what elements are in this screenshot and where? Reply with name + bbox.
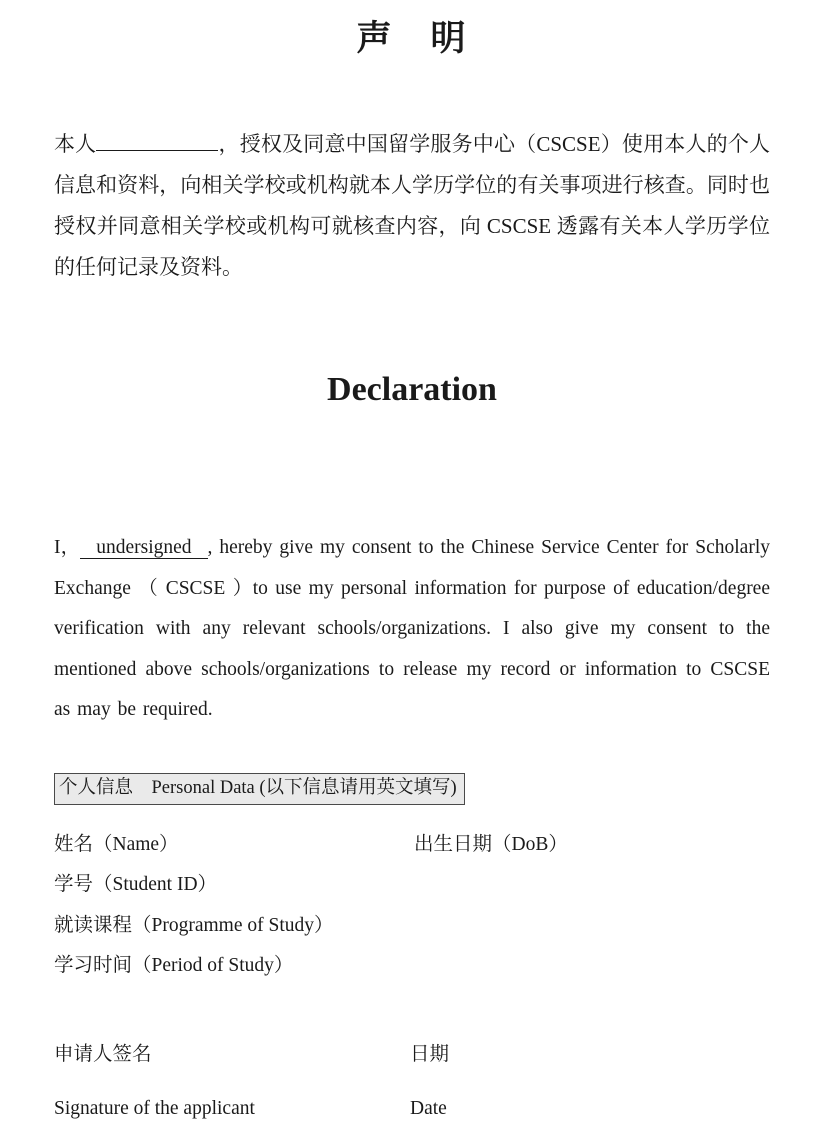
personal-data-fields bbox=[54, 825, 770, 987]
name-blank-line-chinese bbox=[96, 130, 218, 151]
dob-field-label: 出生日期（DoB） bbox=[414, 833, 568, 855]
name-field-label: 姓名（Name） bbox=[54, 833, 179, 855]
page-title-chinese: 声 明 bbox=[356, 19, 468, 58]
declaration-cn-body: ，授权及同意中国留学服务中心（CSCSE）使用本人的个人信息和资料，向相关学校或机构就本人学历学位的有关事项进行核查。同时也授权并同意相关学校或机构可就核查内容，向 CSCSE 透露有关本人学历学位的任何记录及资料。 bbox=[54, 132, 771, 279]
declaration-en-body: , hereby give my consent to the Chinese Service Center for Scholarly Exchange （ CSCSE ）to use my personal information for purpose of education/degree verification with any relevant schools/organizations. I also give my consent to the mentioned above schools/organizations to release my record or information to CSCSE as may be required. bbox=[54, 537, 770, 720]
field-row-student-id bbox=[54, 865, 770, 906]
programme-field-label: 就读课程（Programme of Study） bbox=[54, 914, 334, 936]
declaration-en-prefix: I， bbox=[54, 537, 81, 558]
signature-row-english bbox=[54, 1089, 770, 1129]
field-row-period bbox=[54, 946, 770, 987]
applicant-signature-label-english: Signature of the applicant bbox=[54, 1097, 255, 1119]
declaration-paragraph-chinese bbox=[54, 124, 770, 288]
field-row-programme-right bbox=[414, 906, 770, 947]
declaration-cn-prefix: 本人 bbox=[54, 132, 97, 156]
field-row-period-right bbox=[414, 946, 770, 987]
declaration-paragraph-english bbox=[54, 528, 770, 731]
field-row-name-dob bbox=[54, 825, 770, 866]
personal-data-section-header: 个人信息 Personal Data (以下信息请用英文填写) bbox=[54, 773, 465, 805]
undersigned-underlined-blank: undersigned bbox=[80, 537, 207, 559]
period-field-label: 学习时间（Period of Study） bbox=[54, 955, 294, 976]
signature-row-chinese bbox=[54, 1035, 770, 1075]
page-title-english: Declaration bbox=[327, 371, 497, 408]
field-row-programme bbox=[54, 906, 770, 947]
student-id-field-label: 学号（Student ID） bbox=[54, 874, 218, 895]
field-row-student-id-right bbox=[414, 865, 770, 906]
date-label-chinese: 日期 bbox=[410, 1043, 450, 1065]
date-label-english: Date bbox=[410, 1097, 447, 1119]
applicant-signature-label-chinese: 申请人签名 bbox=[54, 1043, 152, 1065]
